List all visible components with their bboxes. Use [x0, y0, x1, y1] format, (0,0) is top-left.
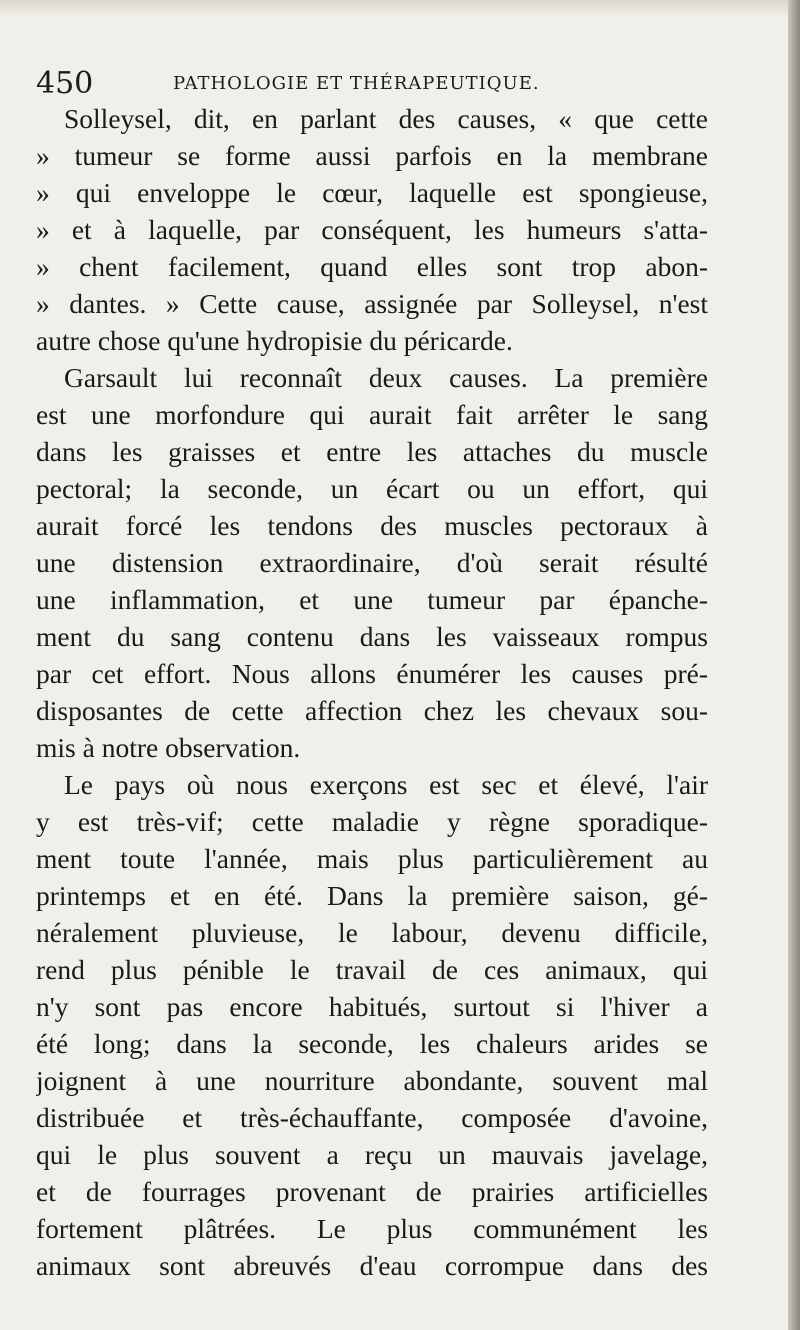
text-line: joignent à une nourriture abondante, souvent mal: [36, 1065, 708, 1096]
text-line: rend plus pénible le travail de ces animaux, qui: [36, 954, 708, 985]
text-line: et de fourrages provenant de prairies artificielles: [36, 1176, 708, 1207]
text-line: qui le plus souvent a reçu un mauvais javelage,: [36, 1139, 708, 1170]
text-line: pectoral; la seconde, un écart ou un effort, qui: [36, 473, 708, 504]
text-line: une distension extraordinaire, d'où serait résulté: [36, 547, 708, 578]
text-line: Solleysel, dit, en parlant des causes, « que cette: [64, 103, 708, 134]
text-line: » qui enveloppe le cœur, laquelle est spongieuse,: [36, 177, 708, 208]
text-line: n'y sont pas encore habitués, surtout si l'hiver a: [36, 991, 708, 1022]
body-text: [36, 100, 708, 1284]
text-line: animaux sont abreuvés d'eau corrompue dans des: [36, 1250, 708, 1281]
text-line: Le pays où nous exerçons est sec et élevé, l'air: [64, 769, 708, 800]
text-line: aurait forcé les tendons des muscles pectoraux à: [36, 510, 708, 541]
text-line: est une morfondure qui aurait fait arrêter le sang: [36, 399, 708, 430]
page-binding-edge: [788, 0, 800, 1330]
text-line: ment du sang contenu dans les vaisseaux rompus: [36, 621, 708, 652]
text-line: dans les graisses et entre les attaches du muscle: [36, 436, 708, 467]
text-line: Garsault lui reconnaît deux causes. La première: [64, 362, 708, 393]
text-line: distribuée et très-échauffante, composée d'avoine,: [36, 1102, 708, 1133]
text-line: néralement pluvieuse, le labour, devenu difficile,: [36, 917, 708, 948]
text-line: y est très-vif; cette maladie y règne sporadique-: [36, 806, 708, 837]
text-line: mis à notre observation.: [36, 732, 301, 763]
text-line: autre chose qu'une hydropisie du péricarde.: [36, 325, 513, 356]
page-top-shadow: [0, 0, 800, 18]
text-line: disposantes de cette affection chez les chevaux sou-: [36, 695, 708, 726]
text-line: » et à laquelle, par conséquent, les humeurs s'atta-: [36, 214, 708, 245]
text-line: été long; dans la seconde, les chaleurs arides se: [36, 1028, 708, 1059]
text-line: une inflammation, et une tumeur par épanche-: [36, 584, 708, 615]
text-line: printemps et en été. Dans la première saison, gé-: [36, 880, 708, 911]
text-line: par cet effort. Nous allons énumérer les causes pré-: [36, 658, 708, 689]
text-line: fortement plâtrées. Le plus communément les: [36, 1213, 708, 1244]
text-line: » chent facilement, quand elles sont trop abon-: [36, 251, 708, 282]
page-number: 450: [36, 66, 94, 101]
text-line: » tumeur se forme aussi parfois en la membrane: [36, 140, 708, 171]
text-line: » dantes. » Cette cause, assignée par Solleysel, n'est: [36, 288, 708, 319]
running-title: PATHOLOGIE ET THÉRAPEUTIQUE.: [173, 73, 540, 94]
text-line: ment toute l'année, mais plus particulièrement au: [36, 843, 708, 874]
